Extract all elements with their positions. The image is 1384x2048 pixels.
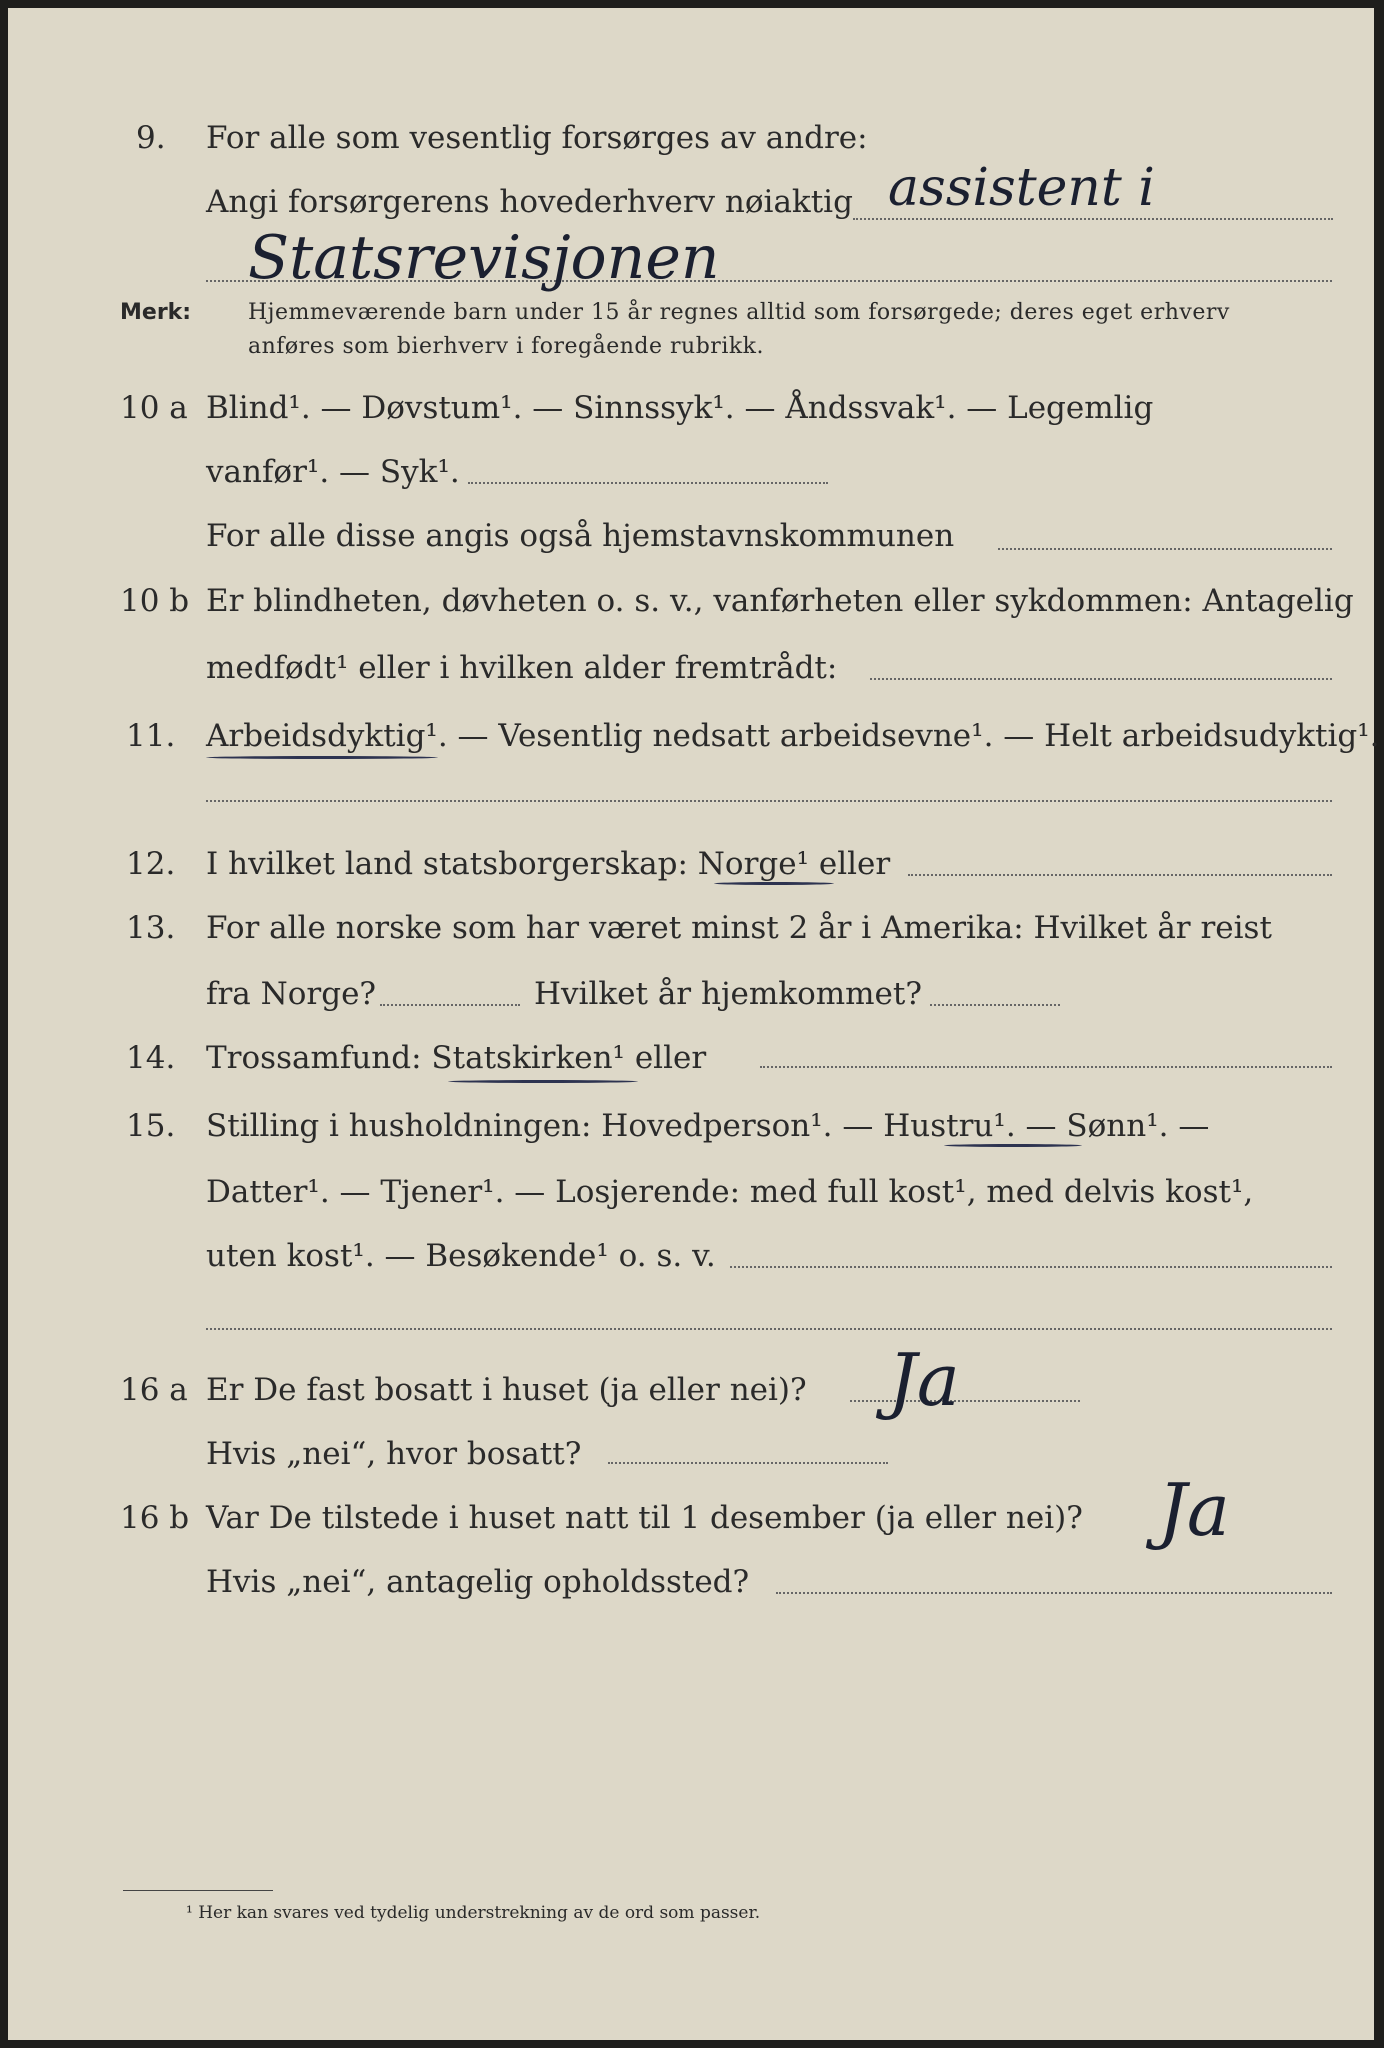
q9-handwritten-answer-2: Statsrevisjonen xyxy=(248,223,720,293)
footnote: ¹ Her kan svares ved tydelig understrekning av de ord som passer. xyxy=(186,1903,761,1923)
q16b-line-2: Hvis „nei“, antagelig opholdssted? xyxy=(206,1564,750,1600)
merk-label: Merk: xyxy=(120,300,192,325)
q13-line-2a: fra Norge? xyxy=(206,976,377,1012)
q16a-line-2: Hvis „nei“, hvor bosatt? xyxy=(206,1436,582,1472)
q9-text: For alle som vesentlig forsørges av andre: xyxy=(206,120,868,156)
q14-underline-mark xyxy=(448,1080,638,1083)
q10a-line-3: For alle disse angis også hjemstavnskommunen xyxy=(206,518,955,554)
q15-line-3: uten kost¹. — Besøkende¹ o. s. v. xyxy=(206,1238,716,1274)
q12-answer-line xyxy=(908,874,1332,876)
q10a-hjemstavn-line xyxy=(998,548,1332,550)
q11-text: Arbeidsdyktig¹. — Vesentlig nedsatt arbeidsevne¹. — Helt arbeidsudyktig¹. xyxy=(206,718,1380,754)
q13-reist-line xyxy=(380,1004,520,1006)
q16a-number: 16 a xyxy=(120,1372,188,1408)
q15-extra-line xyxy=(206,1328,1332,1330)
q10b-line-1: Er blindheten, døvheten o. s. v., vanførheten eller sykdommen: Antagelig xyxy=(206,583,1354,619)
q14-text: Trossamfund: Statskirken¹ eller xyxy=(206,1040,707,1076)
q16b-opholdssted-line xyxy=(776,1592,1332,1594)
q11-underline-mark xyxy=(206,756,438,759)
q10b-answer-line xyxy=(870,678,1332,680)
census-form-page xyxy=(8,8,1380,2040)
q16b-handwritten-answer: Ja xyxy=(1158,1468,1230,1552)
q12-underline-mark xyxy=(714,882,834,885)
q12-text: I hvilket land statsborgerskap: Norge¹ eller xyxy=(206,846,891,882)
q13-hjemkommet-line xyxy=(930,1004,1060,1006)
merk-note-line-1: Hjemmeværende barn under 15 år regnes alltid som forsørgede; deres eget erhverv xyxy=(248,300,1230,325)
q15-line-2: Datter¹. — Tjener¹. — Losjerende: med full kost¹, med delvis kost¹, xyxy=(206,1174,1254,1210)
q10a-number: 10 a xyxy=(120,390,188,426)
q15-line-1: Stilling i husholdningen: Hovedperson¹. — Hustru¹. — Sønn¹. — xyxy=(206,1108,1210,1144)
q9-number: 9. xyxy=(136,120,166,156)
q14-answer-line xyxy=(760,1066,1332,1068)
q11-number: 11. xyxy=(126,718,176,754)
q15-underline-mark xyxy=(944,1144,1082,1147)
merk-note-line-2: anføres som bierhverv i foregående rubrikk. xyxy=(248,334,765,359)
q9-answer-line-1 xyxy=(853,218,1333,220)
q16a-line-1: Er De fast bosatt i huset (ja eller nei)? xyxy=(206,1372,807,1408)
q16a-bosatt-line xyxy=(608,1462,888,1464)
q16a-handwritten-answer: Ja xyxy=(888,1338,960,1422)
q9-handwritten-answer-1: assistent i xyxy=(888,158,1155,218)
q11-answer-line xyxy=(206,800,1332,802)
q16a-answer-line xyxy=(850,1400,1080,1402)
q12-number: 12. xyxy=(126,846,176,882)
q15-answer-line xyxy=(730,1266,1332,1268)
q16b-number: 16 b xyxy=(120,1500,190,1536)
q10b-number: 10 b xyxy=(120,583,190,619)
q14-number: 14. xyxy=(126,1040,176,1076)
q13-number: 13. xyxy=(126,910,176,946)
q10a-line-2: vanfør¹. — Syk¹. xyxy=(206,454,460,490)
q10a-line-1: Blind¹. — Døvstum¹. — Sinnssyk¹. — Åndssvak¹. — Legemlig xyxy=(206,390,1154,426)
q16b-line-1: Var De tilstede i huset natt til 1 desember (ja eller nei)? xyxy=(206,1500,1083,1536)
q10b-line-2: medfødt¹ eller i hvilken alder fremtrådt: xyxy=(206,650,838,686)
q9-sub-text: Angi forsørgerens hovederhverv nøiaktig xyxy=(206,184,853,220)
q13-line-2b: Hvilket år hjemkommet? xyxy=(534,976,922,1012)
q15-number: 15. xyxy=(126,1108,176,1144)
footnote-rule xyxy=(123,1890,273,1891)
q10a-answer-line xyxy=(468,482,828,484)
q13-line-1: For alle norske som har været minst 2 år i Amerika: Hvilket år reist xyxy=(206,910,1272,946)
